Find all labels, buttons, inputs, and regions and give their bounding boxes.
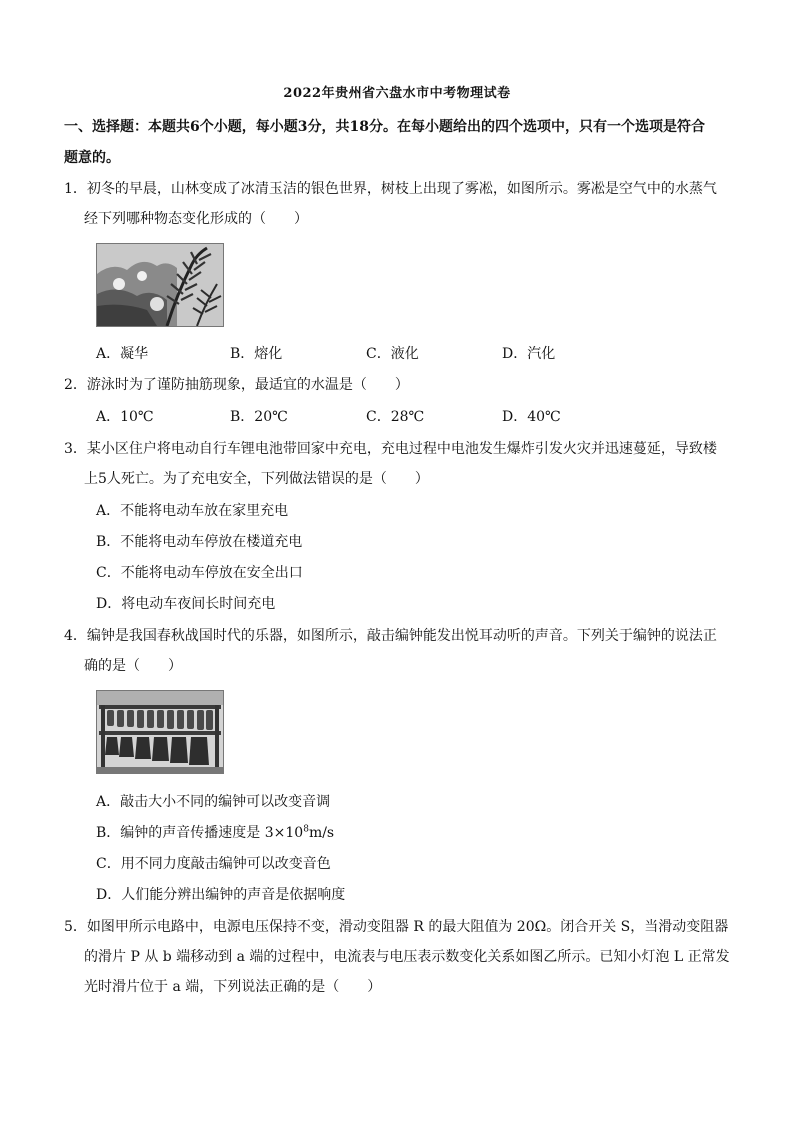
q4-option-a[interactable]: A．敲击大小不同的编钟可以改变音调	[96, 794, 331, 810]
q4-option-c[interactable]: C．用不同力度敲击编钟可以改变音色	[96, 856, 331, 872]
q1-option-c[interactable]: C．液化	[366, 346, 419, 362]
q5-text-line1: 5．如图甲所示电路中，电源电压保持不变，滑动变阻器 R 的最大阻值为 20Ω。闭合开关 S，当滑动变阻器	[64, 919, 729, 935]
q3-text-line1: 3．某小区住户将电动自行车锂电池带回家中充电，充电过程中电池发生爆炸引发火灾并迅速蔓延，导致楼	[64, 441, 717, 457]
q4-option-b[interactable]	[96, 822, 334, 842]
bianzhong-bells-photo	[96, 690, 224, 774]
section-heading-line2: 题意的。	[64, 150, 120, 166]
q2-option-c[interactable]: C．28℃	[366, 409, 425, 425]
q3-option-b[interactable]: B．不能将电动车停放在楼道充电	[96, 534, 303, 550]
q1-option-b[interactable]: B．熔化	[230, 346, 283, 362]
rime-frost-photo	[96, 243, 224, 327]
q2-option-a[interactable]: A．10℃	[96, 409, 154, 425]
page-title: 2022年贵州省六盘水市中考物理试卷	[283, 86, 511, 101]
section-heading-line1: 一、选择题：本题共6个小题，每小题3分，共18分。在每小题给出的四个选项中，只有一个选项是符合	[64, 119, 705, 135]
q3-option-d[interactable]: D．将电动车夜间长时间充电	[96, 596, 276, 612]
q3-text-line2: 上5人死亡。为了充电安全，下列做法错误的是（ ）	[84, 471, 429, 487]
q5-text-line3: 光时滑片位于 a 端，下列说法正确的是（ ）	[84, 979, 382, 995]
q4-option-b-unit: m/s	[308, 825, 335, 841]
q1-text-line2: 经下列哪种物态变化形成的（ ）	[84, 211, 308, 227]
rime-frost-image	[97, 244, 223, 326]
q2-options	[96, 406, 696, 426]
q3-option-c[interactable]: C．不能将电动车停放在安全出口	[96, 565, 303, 581]
q4-text-line1: 4．编钟是我国春秋战国时代的乐器，如图所示，敲击编钟能发出悦耳动听的声音。下列关于编钟的说法正	[64, 628, 717, 644]
q3-option-a[interactable]: A．不能将电动车放在家里充电	[96, 503, 289, 519]
q4-option-b-exponent: 8	[303, 824, 309, 835]
q1-option-d[interactable]: D．汽化	[502, 346, 556, 362]
q1-option-a[interactable]: A．凝华	[96, 346, 149, 362]
q2-option-b[interactable]: B．20℃	[230, 409, 288, 425]
q1-options	[96, 343, 696, 363]
q4-text-line2: 确的是（ ）	[84, 658, 182, 674]
q1-text-line1: 1．初冬的早晨，山林变成了冰清玉洁的银色世界，树枝上出现了雾凇，如图所示。雾凇是空气中的水蒸气	[64, 181, 717, 197]
q2-text-line1: 2．游泳时为了谨防抽筋现象，最适宜的水温是（ ）	[64, 377, 409, 393]
q4-option-b-text: B．编钟的声音传播速度是 3×10	[96, 825, 304, 841]
bianzhong-image	[97, 691, 223, 773]
q4-option-d[interactable]: D．人们能分辨出编钟的声音是依据响度	[96, 887, 346, 903]
q5-text-line2: 的滑片 P 从 b 端移动到 a 端的过程中，电流表与电压表示数变化关系如图乙所示。已知小灯泡 L 正常发	[84, 949, 730, 965]
q2-option-d[interactable]: D．40℃	[502, 409, 561, 425]
